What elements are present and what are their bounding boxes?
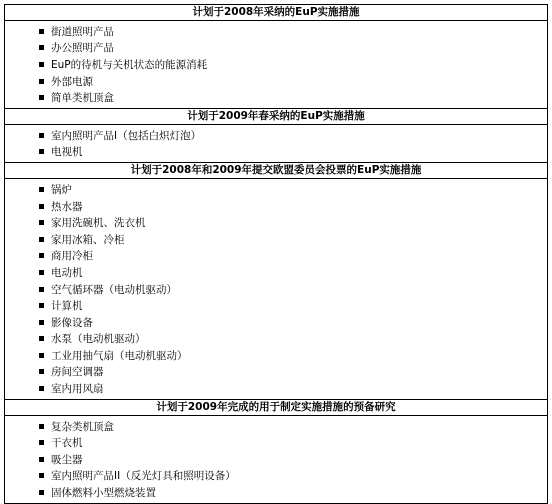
list-item bbox=[5, 418, 547, 435]
list-item-label: 空气循环器（电动机驱动） bbox=[51, 283, 177, 296]
list-item bbox=[5, 347, 547, 364]
list-item bbox=[5, 380, 547, 397]
square-bullet-icon bbox=[39, 95, 44, 100]
list-item bbox=[5, 144, 547, 161]
square-bullet-icon bbox=[39, 457, 44, 462]
list-item-label: 外部电源 bbox=[51, 75, 93, 88]
list-item bbox=[5, 181, 547, 198]
list-item bbox=[5, 364, 547, 381]
list-item-label: 工业用抽气扇（电动机驱动） bbox=[51, 349, 188, 362]
section-list bbox=[5, 179, 547, 400]
square-bullet-icon bbox=[39, 473, 44, 478]
list-item-label: 室内照明产品I（包括白炽灯泡） bbox=[51, 129, 202, 142]
list-item-label: 复杂类机顶盒 bbox=[51, 420, 114, 433]
list-item-label: 电动机 bbox=[51, 266, 83, 279]
list-item-label: 办公照明产品 bbox=[51, 42, 114, 55]
section-header: 计划于2009年春采纳的EuP实施措施 bbox=[5, 109, 547, 125]
square-bullet-icon bbox=[39, 270, 44, 275]
list-item-label: 电视机 bbox=[51, 146, 83, 159]
list-item-label: 干衣机 bbox=[51, 437, 83, 450]
square-bullet-icon bbox=[39, 187, 44, 192]
measures-table bbox=[4, 4, 548, 504]
square-bullet-icon bbox=[39, 204, 44, 209]
list-item bbox=[5, 434, 547, 451]
section-header: 计划于2008年采纳的EuP实施措施 bbox=[5, 5, 547, 21]
list-item bbox=[5, 73, 547, 90]
list-item bbox=[5, 264, 547, 281]
list-item-label: 室内用风扇 bbox=[51, 383, 104, 396]
square-bullet-icon bbox=[39, 79, 44, 84]
list-item-label: 家用洗碗机、洗衣机 bbox=[51, 217, 146, 230]
section-list bbox=[5, 416, 547, 503]
list-item bbox=[5, 40, 547, 57]
square-bullet-icon bbox=[39, 353, 44, 358]
list-item bbox=[5, 231, 547, 248]
section-header: 计划于2008年和2009年提交欧盟委员会投票的EuP实施措施 bbox=[5, 163, 547, 179]
list-item bbox=[5, 314, 547, 331]
list-item bbox=[5, 214, 547, 231]
list-item-label: 影像设备 bbox=[51, 316, 93, 329]
list-item-label: 计算机 bbox=[51, 300, 83, 313]
square-bullet-icon bbox=[39, 490, 44, 495]
list-item bbox=[5, 451, 547, 468]
square-bullet-icon bbox=[39, 336, 44, 341]
list-item-label: 热水器 bbox=[51, 200, 83, 213]
square-bullet-icon bbox=[39, 62, 44, 67]
list-item bbox=[5, 331, 547, 348]
list-item-label: 水泵（电动机驱动） bbox=[51, 333, 146, 346]
list-item bbox=[5, 127, 547, 144]
square-bullet-icon bbox=[39, 320, 44, 325]
list-item bbox=[5, 281, 547, 298]
square-bullet-icon bbox=[39, 386, 44, 391]
list-item-label: 固体燃料小型燃烧装置 bbox=[51, 487, 156, 500]
list-item bbox=[5, 89, 547, 106]
square-bullet-icon bbox=[39, 29, 44, 34]
square-bullet-icon bbox=[39, 149, 44, 154]
list-item bbox=[5, 23, 547, 40]
list-item-label: 锅炉 bbox=[51, 183, 72, 196]
list-item-label: 家用冰箱、冷柜 bbox=[51, 233, 125, 246]
square-bullet-icon bbox=[39, 237, 44, 242]
square-bullet-icon bbox=[39, 253, 44, 258]
list-item-label: 简单类机顶盒 bbox=[51, 92, 114, 105]
section-list bbox=[5, 125, 547, 163]
square-bullet-icon bbox=[39, 45, 44, 50]
list-item-label: 房间空调器 bbox=[51, 366, 104, 379]
list-item bbox=[5, 248, 547, 265]
list-item bbox=[5, 484, 547, 501]
list-item bbox=[5, 56, 547, 73]
list-item-label: 商用冷柜 bbox=[51, 250, 93, 263]
square-bullet-icon bbox=[39, 424, 44, 429]
square-bullet-icon bbox=[39, 303, 44, 308]
square-bullet-icon bbox=[39, 369, 44, 374]
section-header: 计划于2009年完成的用于制定实施措施的预备研究 bbox=[5, 400, 547, 416]
list-item-label: 吸尘器 bbox=[51, 453, 83, 466]
square-bullet-icon bbox=[39, 220, 44, 225]
square-bullet-icon bbox=[39, 287, 44, 292]
list-item-label: EuP的待机与关机状态的能源消耗 bbox=[51, 58, 208, 71]
list-item bbox=[5, 468, 547, 485]
square-bullet-icon bbox=[39, 133, 44, 138]
list-item-label: 室内照明产品II（反光灯具和照明设备） bbox=[51, 470, 236, 483]
list-item-label: 街道照明产品 bbox=[51, 25, 114, 38]
list-item bbox=[5, 198, 547, 215]
square-bullet-icon bbox=[39, 440, 44, 445]
section-list bbox=[5, 21, 547, 109]
list-item bbox=[5, 297, 547, 314]
